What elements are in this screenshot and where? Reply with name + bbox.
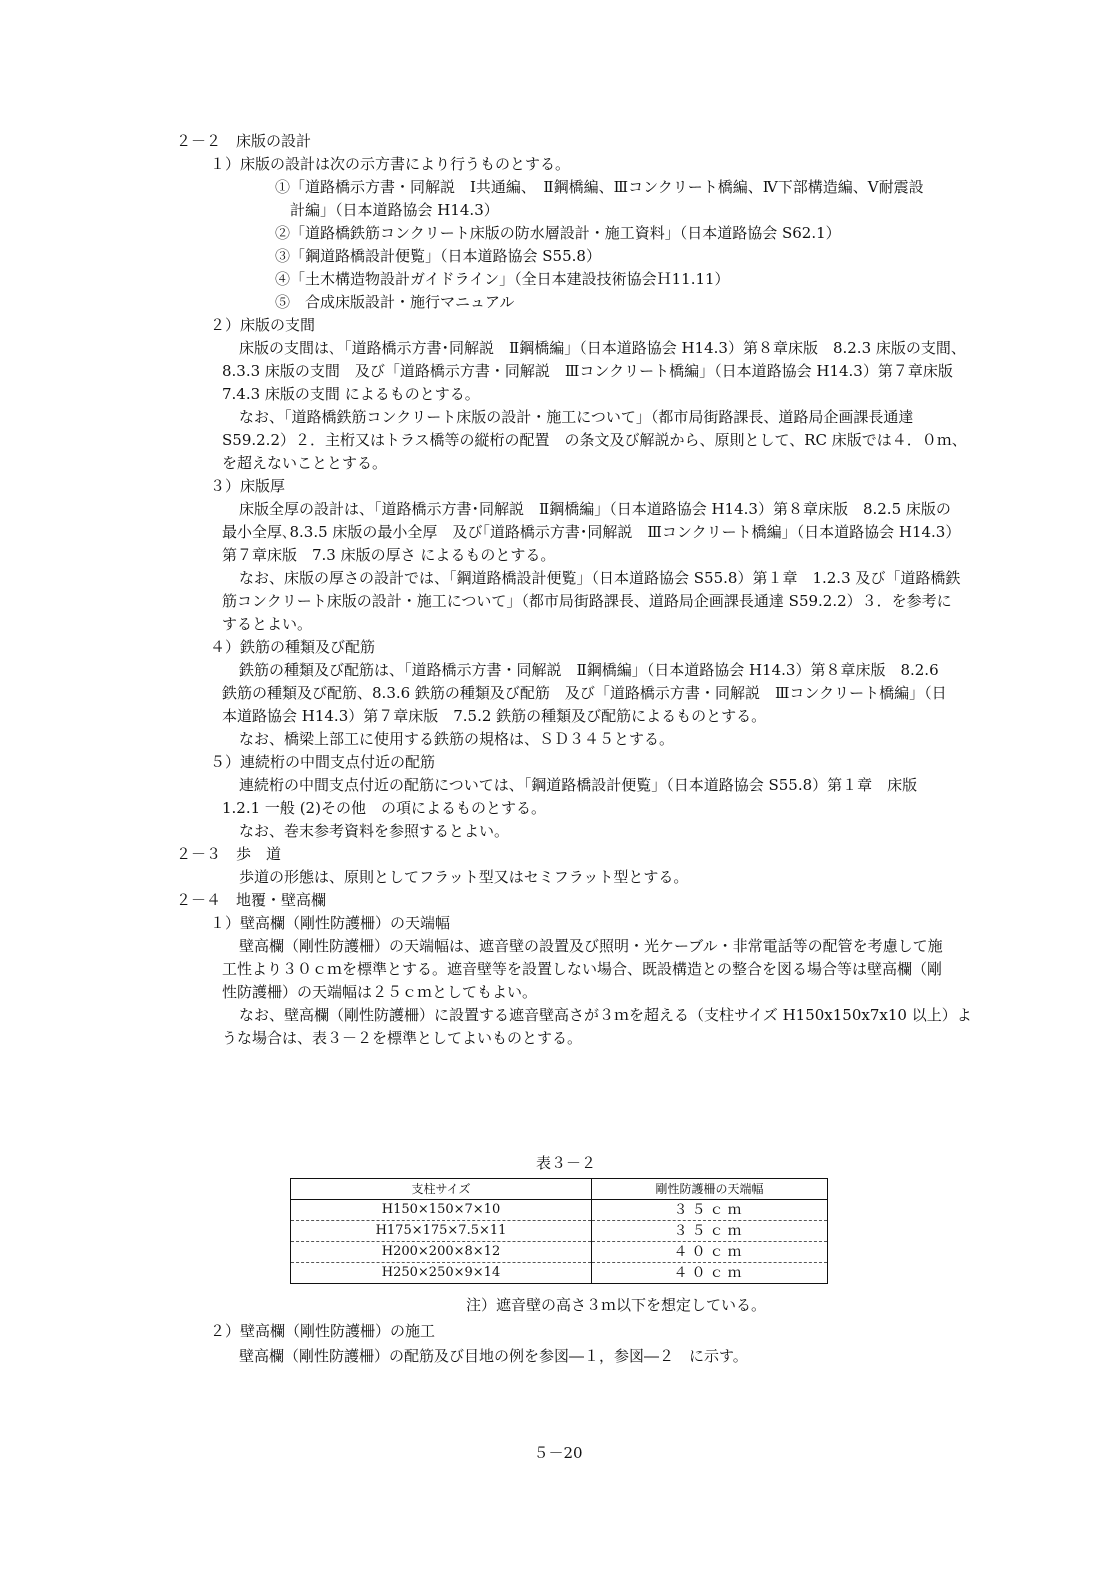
text-line: 性防護柵）の天端幅は２５ｃｍとしてもよい。 [222,983,538,1001]
reference-1-line2: 計編」（日本道路協会 H14.3） [290,201,499,219]
item-title-rebar-types: ４）鉄筋の種類及び配筋 [210,638,376,656]
text-line: するとよい。 [222,615,313,633]
item-title-slab-thickness: ３）床版厚 [210,477,286,495]
text-line: 歩道の形態は、原則としてフラット型又はセミフラット型とする。 [239,868,689,886]
section-heading-2-3: ２－３ 歩 道 [176,845,282,863]
text-line: 最小全厚､8.3.5 床版の最小全厚 及び｢道路橋示方書･同解説 Ⅲコンクリート橋編」（日本道路協会 H14.3） [222,523,961,541]
item-title-parapet-width: １）壁高欄（剛性防護柵）の天端幅 [210,914,451,932]
text-line: 1.2.1 一般 (2)その他 の項によるものとする。 [222,799,546,817]
parapet-width-table [290,1178,828,1284]
text-line: 第７章床版 7.3 床版の厚さ によるものとする。 [222,546,556,564]
section-heading-2-4: ２－４ 地覆・壁高欄 [176,891,327,909]
text-line: 床版全厚の設計は、「道路橋示方書･同解説 Ⅱ鋼橋編」（日本道路協会 H14.3）第８章床版 8.2.5 床版の [239,500,951,518]
table-row [291,1263,828,1284]
cell-post-size: H200×200×8×12 [291,1242,592,1263]
paragraph-sidewalk [222,866,1032,889]
text-line: S59.2.2）２．主桁又はトラス橋等の縦桁の配置 の条文及び解説から、原則として、RC 床版では４．０ｍ、 [222,431,967,449]
text-line: 壁高欄（剛性防護柵）の配筋及び目地の例を参図―１，参図―２ に示す。 [239,1347,748,1365]
paragraph-slab-span-note [222,406,1032,475]
paragraph-continuous-girder [222,774,1032,820]
text-line: 7.4.3 床版の支間 によるものとする。 [222,385,480,403]
table-row [291,1221,828,1242]
text-line: うな場合は、表３－２を標準としてよいものとする。 [222,1029,583,1047]
section-heading-2-2: ２－２ 床版の設計 [176,132,312,150]
text-line: 筋コンクリート床版の設計・施工について」（都市局街路課長、道路局企画課長通達 S59.2.2）３．を参考に [222,592,952,610]
table-header-row [291,1179,828,1200]
text-line: を超えないこととする。 [222,454,388,472]
reference-5: ⑤ 合成床版設計・施行マニュアル [275,293,515,311]
item-title-slab-span: ２）床版の支間 [210,316,316,334]
header-post-size: 支柱サイズ [291,1179,592,1200]
paragraph-slab-thickness-note [222,567,1032,636]
header-top-width: 剛性防護柵の天端幅 [592,1179,828,1200]
table-caption: 表３－２ [536,1154,597,1172]
item-title-continuous-girder: ５）連続桁の中間支点付近の配筋 [210,753,436,771]
paragraph-continuous-girder-note [222,820,1032,843]
page-number: ５－20 [533,1444,583,1462]
cell-post-size: H250×250×9×14 [381,1265,501,1280]
cell-post-size: H175×175×7.5×11 [291,1221,592,1242]
text-line: 壁高欄（剛性防護柵）の天端幅は、遮音壁の設置及び照明・光ケーブル・非常電話等の配管を考慮して施 [239,937,943,955]
cell-top-width: ３５ｃｍ [592,1221,828,1242]
table-row [291,1200,828,1221]
paragraph-slab-thickness [222,498,1032,567]
text-line: なお、床版の厚さの設計では、「鋼道路橋設計便覧」（日本道路協会 S55.8）第１章 1.2.3 及び「道路橋鉄 [239,569,961,587]
paragraph-parapet-width [222,935,1032,1004]
paragraph-rebar-standard [222,728,1032,751]
item-title-parapet-construction: ２）壁高欄（剛性防護柵）の施工 [210,1322,436,1340]
table-note: 注）遮音壁の高さ３ｍ以下を想定している。 [466,1296,767,1314]
reference-3: ③「鋼道路橋設計便覧」（日本道路協会 S55.8） [275,247,601,265]
paragraph-parapet-construction [222,1345,1032,1368]
text-line: 連続桁の中間支点付近の配筋については、「鋼道路橋設計便覧」（日本道路協会 S55.8）第１章 床版 [239,776,918,794]
cell-top-width: ４０ｃｍ [592,1263,828,1284]
paragraph-parapet-width-note [222,1004,1032,1050]
text-line: なお、「道路橋鉄筋コンクリート床版の設計・施工について」（都市局街路課長、道路局企画課長通達 [239,408,914,426]
text-line: 本道路協会 H14.3）第７章床版 7.5.2 鉄筋の種類及び配筋によるものとする。 [222,707,767,725]
text-line: 工性より３０ｃｍを標準とする。遮音壁等を設置しない場合、既設構造との整合を図る場合等は壁高欄（剛 [222,960,943,978]
text-line: なお、壁高欄（剛性防護柵）に設置する遮音壁高さが３ｍを超える（支柱サイズ H150x150x7x10 以上）よ [239,1006,972,1024]
reference-2: ②「道路橋鉄筋コンクリート床版の防水層設計・施工資料」（日本道路協会 S62.1） [275,224,841,242]
cell-top-width: ４０ｃｍ [592,1242,828,1263]
reference-4: ④「土木構造物設計ガイドライン」（全日本建設技術協会Ｈ11.11） [275,270,730,288]
paragraph-rebar-types [222,659,1032,728]
reference-1-line1: ①「道路橋示方書・同解説 Ⅰ共通編、 Ⅱ鋼橋編、Ⅲコンクリート橋編、Ⅳ下部構造編、Ⅴ耐震設 [275,178,924,196]
text-line: 鉄筋の種類及び配筋、8.3.6 鉄筋の種類及び配筋 及び「道路橋示方書・同解説 Ⅲコンクリート橋編」（日 [222,684,947,702]
text-line: 床版の支間は､「道路橋示方書･同解説 Ⅱ鋼橋編」（日本道路協会 H14.3）第８章床版 8.2.3 床版の支間、 [239,339,966,357]
text-line: なお、巻末参考資料を参照するとよい。 [239,822,510,840]
table-row [291,1242,828,1263]
text-line: なお、橋梁上部工に使用する鉄筋の規格は、ＳＤ３４５とする。 [239,730,675,748]
paragraph-slab-span [222,337,1032,406]
text-line: 8.3.3 床版の支間 及び「道路橋示方書・同解説 Ⅲコンクリート橋編」（日本道路協会 H14.3）第７章床版 [222,362,953,380]
cell-post-size: H150×150×7×10 [291,1200,592,1221]
cell-top-width: ３５ｃｍ [592,1200,828,1221]
item-title-floor-slab-design: １）床版の設計は次の示方書により行うものとする。 [210,155,571,173]
text-line: 鉄筋の種類及び配筋は、「道路橋示方書・同解説 Ⅱ鋼橋編」（日本道路協会 H14.3）第８章床版 8.2.6 [239,661,939,679]
